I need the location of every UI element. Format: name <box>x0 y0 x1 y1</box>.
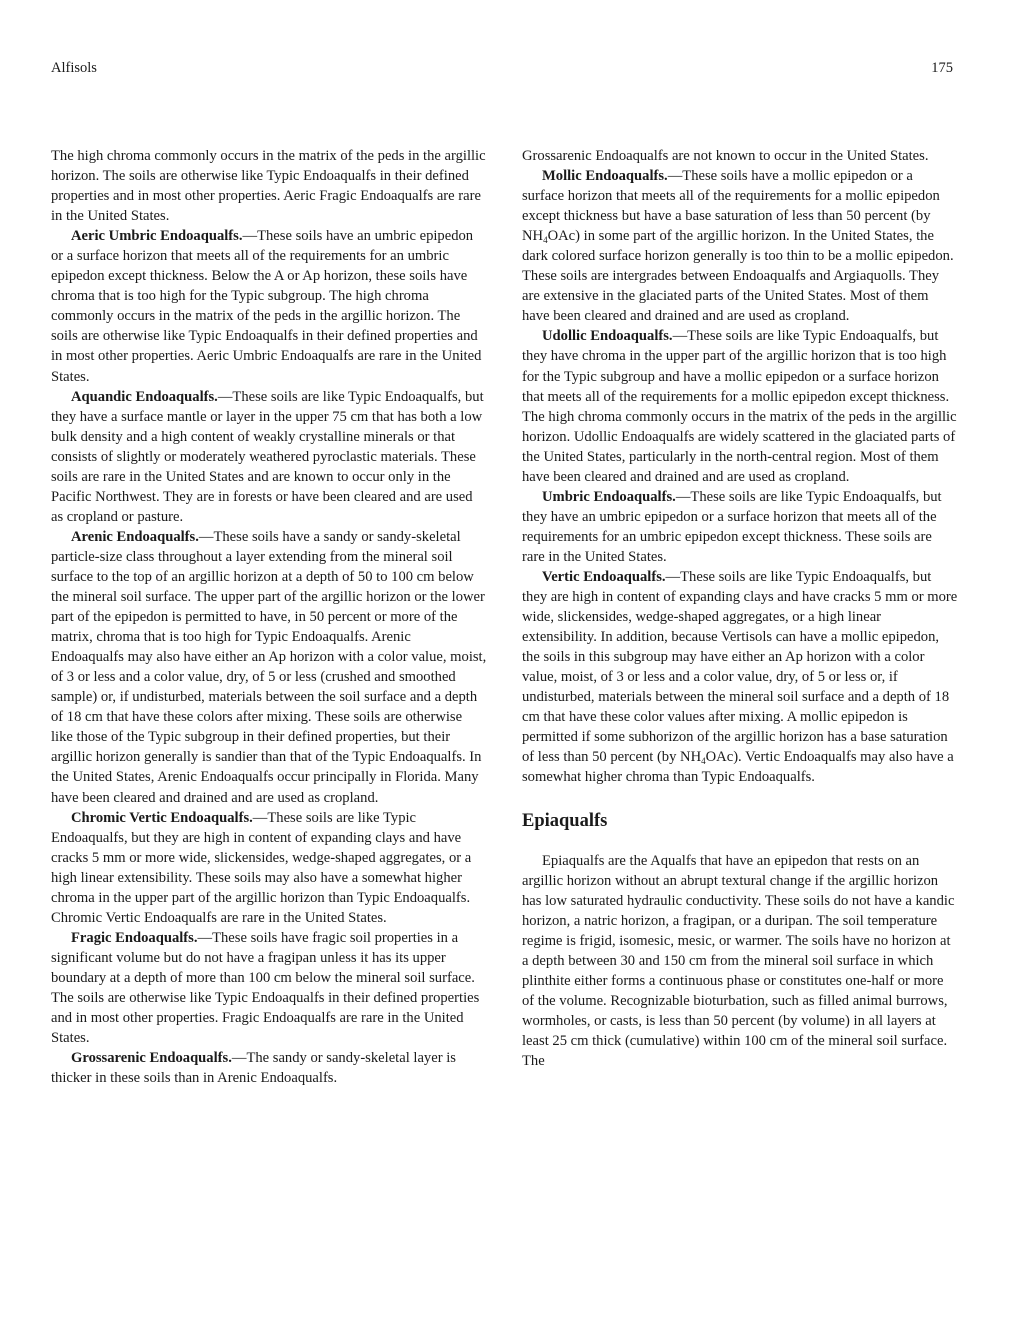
paragraph-fragic-endoaqualfs: Fragic Endoaqualfs.—These soils have fragic soil properties in a significant volume but do not have a fragipan unless it has its upper boundary at a depth of more than 100 cm below the mineral soil surface. The soils are otherwise like Typic Endoaqualfs in their defined properties and in most other properties. Fragic Endoaqualfs are rare in the United States. <box>51 929 480 1047</box>
term-heading: Chromic Vertic Endoaqualfs. <box>71 809 253 826</box>
term-heading: Vertic Endoaqualfs. <box>542 568 666 585</box>
term-heading: Aeric Umbric Endoaqualfs. <box>71 228 243 245</box>
left-column <box>51 146 487 1088</box>
paragraph-umbric-endoaqualfs: Umbric Endoaqualfs.—These soils are like Typic Endoaqualfs, but they have an umbric epipedon or a surface horizon that meets all of the requirements for an umbric epipedon except thickness. These soils are rare in the United States. <box>522 488 942 565</box>
term-heading: Fragic Endoaqualfs. <box>71 929 198 946</box>
right-column <box>522 146 958 1071</box>
paragraph-udollic-endoaqualfs: Udollic Endoaqualfs.—These soils are like Typic Endoaqualfs, but they have chroma in the upper part of the argillic horizon that is too high for the Typic subgroup and have a mollic epipedon or a surface horizon that meets all of the requirements for a mollic epipedon except thickness. The high chroma commonly occurs in the matrix of the peds in the argillic horizon. Udollic Endoaqualfs are widely scattered in the glaciated parts of the United States, particularly in the north-central region. Most of them have been cleared and drained and are used as cropland. <box>522 328 957 485</box>
section-heading: Epiaqualfs <box>522 810 608 831</box>
paragraph-epiaqualfs: Epiaqualfs are the Aqualfs that have an epipedon that rests on an argillic horizon without an abrupt textural change if the argillic horizon has low saturated hydraulic conductivity. These soils do not have a kandic horizon, a natric horizon, a fragipan, or a duripan. The soil temperature regime is frigid, isomesic, mesic, or warmer. The soils have no horizon at a depth between 30 and 150 cm from the mineral soil surface in which plinthite either forms a continuous phase or constitutes one-half or more of the volume. Recognizable bioturbation, such as filled animal burrows, wormholes, or casts, is less than 50 percent (by volume) in all layers at least 25 cm thick (cumulative) within 100 cm of the mineral soil surface. The <box>522 852 955 1069</box>
paragraph-aeric-umbric-endoaqualfs: Aeric Umbric Endoaqualfs.—These soils have an umbric epipedon or a surface horizon that meets all of the requirements for an umbric epipedon except thickness. Below the A or Ap horizon, these soils have chroma that is too high for the Typic subgroup. The high chroma commonly occurs in the matrix of the peds in the argillic horizon. The soils are otherwise like Typic Endoaqualfs in their defined properties and in most other properties. Aeric Umbric Endoaqualfs are rare in the United States. <box>51 228 482 385</box>
paragraph-grossarenic-endoaqualfs: Grossarenic Endoaqualfs.—The sandy or sandy-skeletal layer is thicker in these soils than in Arenic Endoaqualfs. <box>51 1050 456 1087</box>
term-heading: Aquandic Endoaqualfs. <box>71 388 218 405</box>
term-heading: Udollic Endoaqualfs. <box>542 328 673 345</box>
paragraph: The high chroma commonly occurs in the matrix of the peds in the argillic horizon. The soils are otherwise like Typic Endoaqualfs in their defined properties and in most other properties. Aeric Fragic Endoaqualfs are rare in the United States. <box>51 148 486 225</box>
page-number: 175 <box>931 60 953 76</box>
paragraph-arenic-endoaqualfs: Arenic Endoaqualfs.—These soils have a sandy or sandy-skeletal particle-size class throughout a layer extending from the mineral soil surface to the top of an argillic horizon at a depth of 50 to 100 cm below the mineral soil surface. The upper part of the argillic horizon or the lower part of the epipedon is permitted to have, in 50 percent or more of the matrix, chroma that is too high for Typic Endoaqualfs. Arenic Endoaqualfs may also have either an Ap horizon with a color value, moist, of 3 or less and a color value, dry, of 5 or less (crushed and smoothed sample) or, if undisturbed, materials between the soil surface and a depth of 18 cm that have these colors after mixing. These soils are otherwise like those of the Typic subgroup in their defined properties, but their argillic horizon generally is sandier than that of the Typic Endoaqualfs. In the United States, Arenic Endoaqualfs occur principally in Florida. Many have been cleared and drained and are used as cropland. <box>51 528 487 806</box>
term-heading: Grossarenic Endoaqualfs. <box>71 1050 232 1067</box>
running-header-title: Alfisols <box>51 60 97 76</box>
paragraph-mollic-endoaqualfs: Mollic Endoaqualfs.—These soils have a mollic epipedon or a surface horizon that meets all of the requirements for a mollic epipedon except thickness but have a base saturation of less than 50 percent (by $NH_4OAc$) in some part of the argillic horizon. In the United States, the dark colored surface horizon generally is too thin to be a mollic epipedon. These soils are intergrades between Endoaqualfs and Argiaquolls. They are extensive in the glaciated parts of the United States. Most of them have been cleared and drained and are used as cropland. <box>522 168 954 325</box>
term-heading: Umbric Endoaqualfs. <box>542 488 676 505</box>
paragraph-vertic-endoaqualfs: Vertic Endoaqualfs.—These soils are like Typic Endoaqualfs, but they are high in content of expanding clays and have cracks 5 mm or more wide, slickensides, wedge-shaped aggregates, or a high linear extensibility. In addition, because Vertisols can have a mollic epipedon, the soils in this subgroup may have either an Ap horizon with a color value, moist, of 3 or less and a color value, dry, of 5 or less or, if undisturbed, materials between the mineral soil surface and a depth of 18 cm that have these color values after mixing. A mollic epipedon is permitted if some subhorizon of the argillic horizon has a base saturation of less than 50 percent (by $NH_4OAc$). Vertic Endoaqualfs may also have a somewhat higher chroma than Typic Endoaqualfs. <box>522 568 958 786</box>
term-heading: Mollic Endoaqualfs. <box>542 168 668 185</box>
term-heading: Arenic Endoaqualfs. <box>71 528 199 545</box>
paragraph: Grossarenic Endoaqualfs are not known to occur in the United States. <box>522 148 929 164</box>
paragraph-chromic-vertic-endoaqualfs: Chromic Vertic Endoaqualfs.—These soils are like Typic Endoaqualfs, but they are high in content of expanding clays and have cracks 5 mm or more wide, slickensides, wedge-shaped aggregates, or a high linear extensibility. These soils may also have a somewhat higher chroma in the upper part of the argillic horizon than Typic Endoaqualfs. Chromic Vertic Endoaqualfs are rare in the United States. <box>51 809 472 926</box>
paragraph-aquandic-endoaqualfs: Aquandic Endoaqualfs.—These soils are like Typic Endoaqualfs, but they have a surface mantle or layer in the upper 75 cm that has both a low bulk density and a high content of weakly crystalline minerals or that consists of slightly or moderately weathered pyroclastic materials. These soils are rare in the United States and are known to occur only in the Pacific Northwest. They are in forests or have been cleared and are used as cropland or pasture. <box>51 388 484 525</box>
